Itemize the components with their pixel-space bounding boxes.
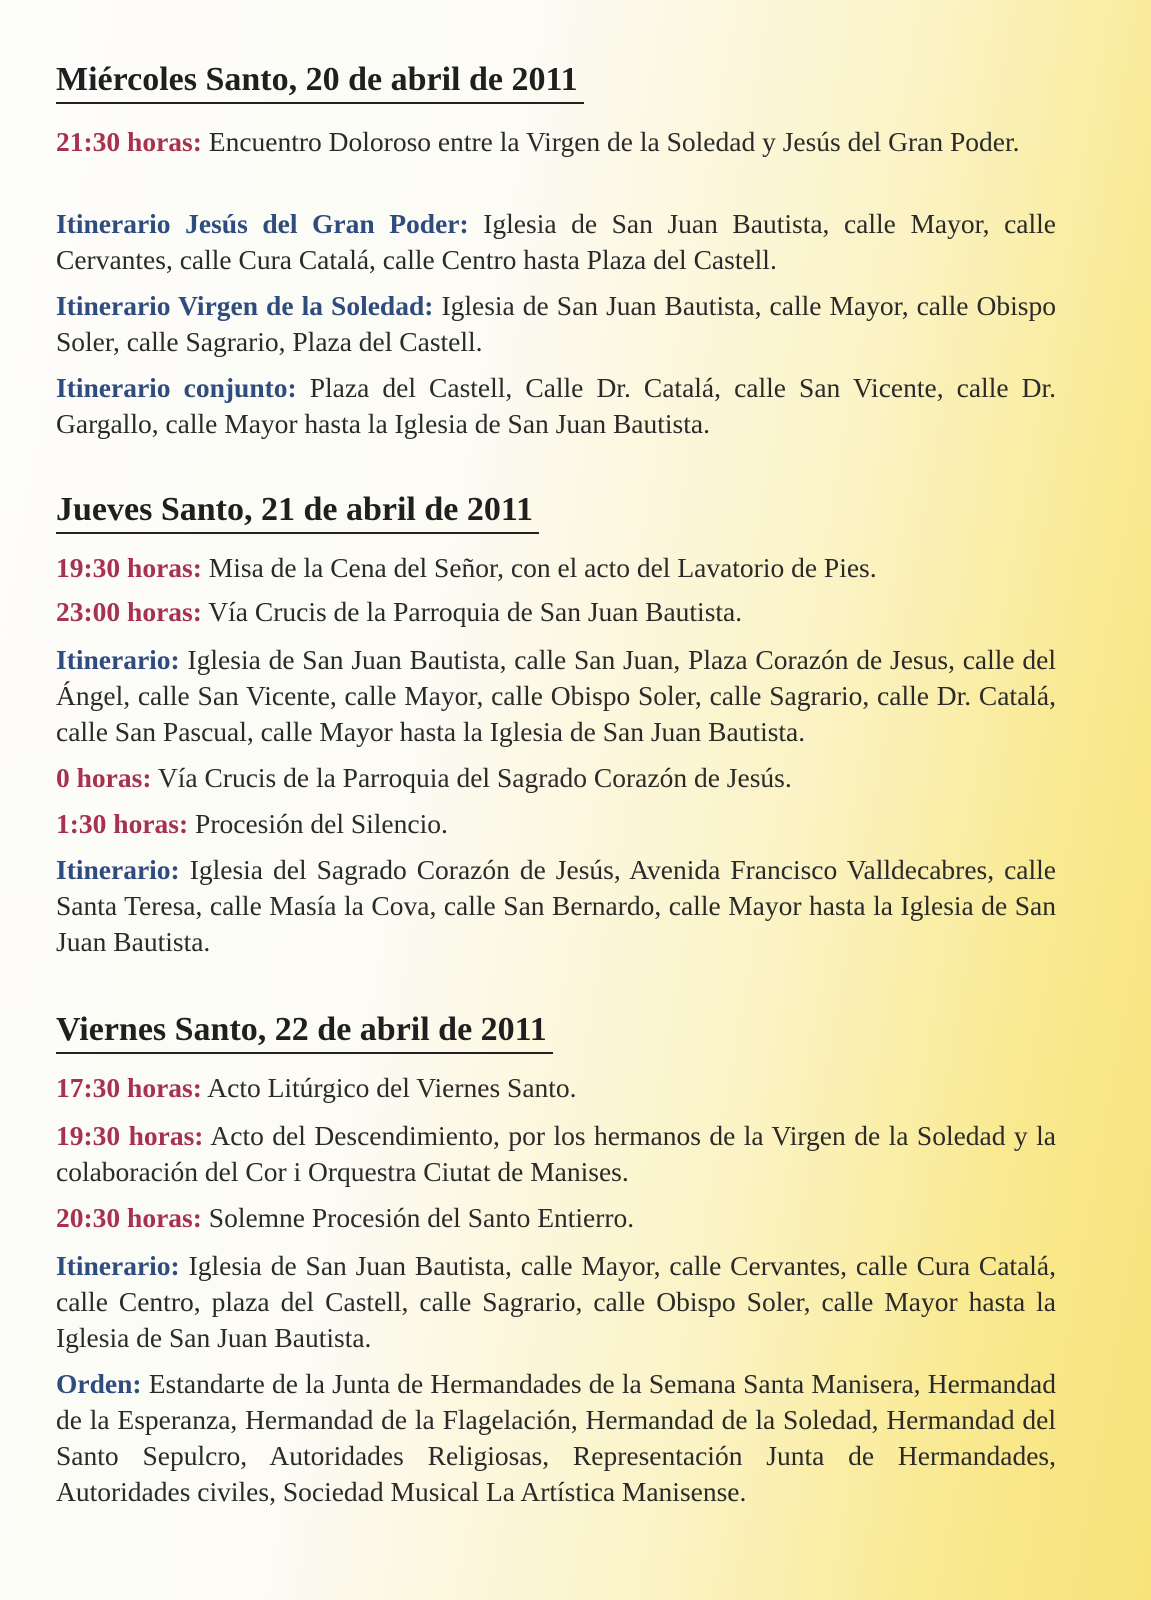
itinerary-entry — [56, 206, 1056, 278]
schedule-entry — [56, 806, 1056, 842]
entry-text: Iglesia de San Juan Bautista, calle Mayor, calle Obispo Soler, calle Sagrario, Plaza del Castell. — [56, 290, 1056, 357]
entry-text: Vía Crucis de la Parroquia de San Juan Bautista. — [201, 596, 743, 627]
order-entry — [56, 1366, 1056, 1510]
schedule-entry — [56, 550, 1056, 586]
time-label: 19:30 horas: — [56, 552, 202, 583]
schedule-entry — [56, 594, 1056, 630]
section-miercoles — [56, 60, 1066, 439]
entry-text: Encuentro Doloroso entre la Virgen de la Soledad y Jesús del Gran Poder. — [201, 126, 1020, 157]
entry-text: Acto del Descendimiento, por los hermanos de la Virgen de la Soledad y la colaboración del Cor i Orquestra Ciutat de Manises. — [56, 1120, 1056, 1187]
time-label: 1:30 horas: — [56, 808, 189, 839]
time-label: 0 horas: — [56, 762, 152, 793]
section-viernes — [56, 1010, 1066, 1507]
entry-text: Acto Litúrgico del Viernes Santo. — [201, 1072, 577, 1103]
entry-text: Vía Crucis de la Parroquia del Sagrado Corazón de Jesús. — [151, 762, 792, 793]
entry-text: Procesión del Silencio. — [188, 808, 448, 839]
schedule-entry — [56, 760, 1056, 796]
itinerary-entry — [56, 370, 1056, 442]
itinerary-entry — [56, 642, 1056, 750]
itinerary-label: Itinerario Virgen de la Soledad: — [56, 290, 434, 321]
schedule-entry — [56, 1070, 1056, 1106]
entry-text: Iglesia de San Juan Bautista, calle San Juan, Plaza Corazón de Jesus, calle del Ángel, calle San Vicente, calle Mayor, calle Obispo Soler, calle Sagrario, calle Dr. Catalá, calle San Pascual, calle Mayor hasta la Iglesia de San Juan Bautista. — [56, 644, 1056, 747]
order-label: Orden: — [56, 1368, 142, 1399]
itinerary-label: Itinerario conjunto: — [56, 372, 297, 403]
entry-text: Estandarte de la Junta de Hermandades de la Semana Santa Manisera, Hermandad de la Esperanza, Hermandad de la Flagelación, Hermandad de la Soledad, Hermandad del Santo Sepulcro, Autoridades Religiosas, Representación Junta de Hermandades, Autoridades civiles, Sociedad Musical La Artística Manisense. — [56, 1368, 1056, 1507]
section-heading: Miércoles Santo, 20 de abril de 2011 — [56, 60, 584, 104]
time-label: 21:30 horas: — [56, 126, 202, 157]
itinerary-entry — [56, 852, 1056, 960]
time-label: 17:30 horas: — [56, 1072, 202, 1103]
entry-text: Misa de la Cena del Señor, con el acto del Lavatorio de Pies. — [201, 552, 877, 583]
itinerary-entry — [56, 1248, 1056, 1356]
time-label: 23:00 horas: — [56, 596, 202, 627]
entry-text: Iglesia de San Juan Bautista, calle Mayor, calle Cervantes, calle Cura Catalá, calle Centro hasta Plaza del Castell. — [56, 208, 1056, 275]
time-label: 20:30 horas: — [56, 1202, 202, 1233]
entry-text: Iglesia del Sagrado Corazón de Jesús, Avenida Francisco Valldecabres, calle Santa Teresa, calle Masía la Cova, calle San Bernardo, calle Mayor hasta la Iglesia de San Juan Bautista. — [56, 854, 1056, 957]
section-jueves — [56, 490, 1066, 957]
itinerary-label: Itinerario Jesús del Gran Poder: — [56, 208, 469, 239]
schedule-entry — [56, 1200, 1056, 1236]
entry-text: Iglesia de San Juan Bautista, calle Mayor, calle Cervantes, calle Cura Catalá, calle Centro, plaza del Castell, calle Sagrario, calle Obispo Soler, calle Mayor hasta la Iglesia de San Juan Bautista. — [56, 1250, 1056, 1353]
time-label: 19:30 horas: — [56, 1120, 204, 1151]
section-heading: Jueves Santo, 21 de abril de 2011 — [56, 490, 539, 534]
itinerary-label: Itinerario: — [56, 644, 180, 675]
entry-text: Plaza del Castell, Calle Dr. Catalá, calle San Vicente, calle Dr. Gargallo, calle Mayor hasta la Iglesia de San Juan Bautista. — [56, 372, 1056, 439]
schedule-entry — [56, 1118, 1056, 1190]
itinerary-label: Itinerario: — [56, 1250, 180, 1281]
itinerary-entry — [56, 288, 1056, 360]
itinerary-label: Itinerario: — [56, 854, 180, 885]
section-heading: Viernes Santo, 22 de abril de 2011 — [56, 1010, 553, 1054]
entry-text: Solemne Procesión del Santo Entierro. — [201, 1202, 635, 1233]
schedule-entry — [56, 124, 1056, 160]
